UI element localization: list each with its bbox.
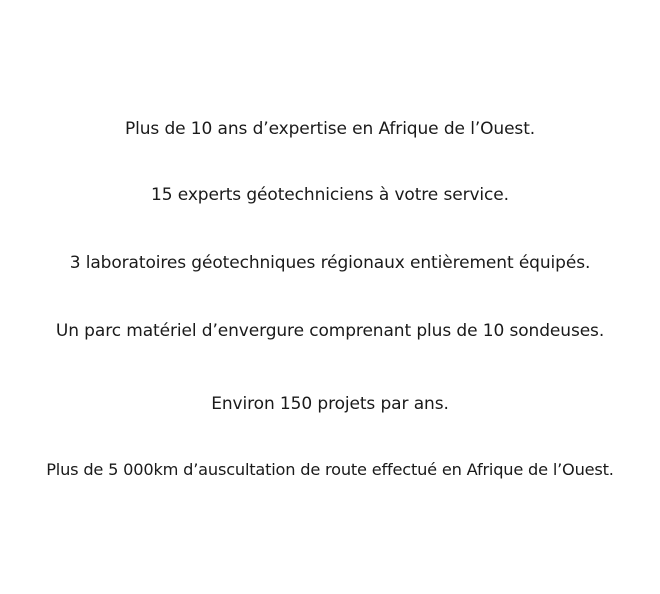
fact-road-auscultation: Plus de 5 000km d’auscultation de route effectué en Afrique de l’Ouest. [46,460,614,479]
fact-expertise-years: Plus de 10 ans d’expertise en Afrique de l’Ouest. [124,119,536,139]
fact-equipment: Un parc matériel d’envergure comprenant plus de 10 sondeuses. [55,321,605,341]
fact-projects: Environ 150 projets par ans. [211,394,449,414]
fact-laboratories: 3 laboratoires géotechniques régionaux entièrement équipés. [69,253,591,273]
fact-experts: 15 experts géotechniciens à votre service. [151,185,509,205]
